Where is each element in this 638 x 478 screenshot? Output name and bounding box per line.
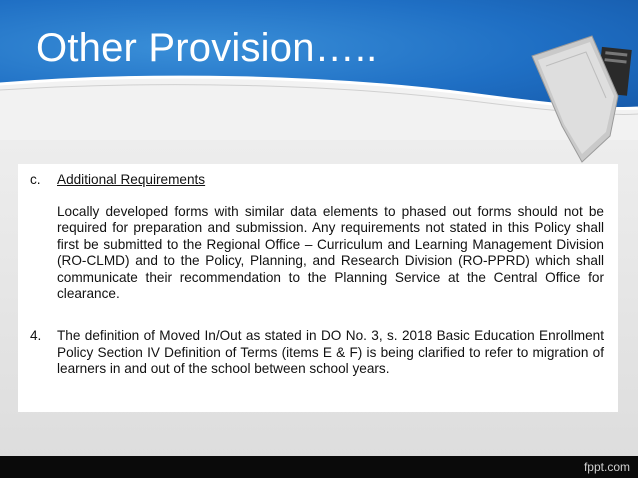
- footer-brand: fppt.com: [583, 460, 630, 474]
- footer-bar: [0, 456, 638, 478]
- document-excerpt: [18, 164, 618, 412]
- section-paragraph: Locally developed forms with similar data elements to phased out forms should not be required for preparation and submission. Any requirements not stated in this Policy shall first be submitted to the Regional Office – Curriculum and Learning Management Division (RO-CLMD) and to the Policy, Planning, and Research Division (RO-PPRD) which shall communicate their recommendation to the Planning Service at the Central Office for clearance.: [57, 204, 604, 302]
- item-text: The definition of Moved In/Out as stated in DO No. 3, s. 2018 Basic Education Enrollment Policy Section IV Definition of Terms (items E & F) is being clarified to refer to migration of learners in and out of the school between school years.: [57, 328, 604, 377]
- numbered-item: [30, 328, 604, 377]
- item-number: 4.: [30, 328, 42, 344]
- slide-title: Other Provision…..: [36, 26, 378, 70]
- section-letter: c.: [30, 172, 41, 187]
- paper-stack-icon: [522, 26, 632, 166]
- section-heading: [30, 170, 604, 192]
- section-title: Additional Requirements: [57, 172, 206, 187]
